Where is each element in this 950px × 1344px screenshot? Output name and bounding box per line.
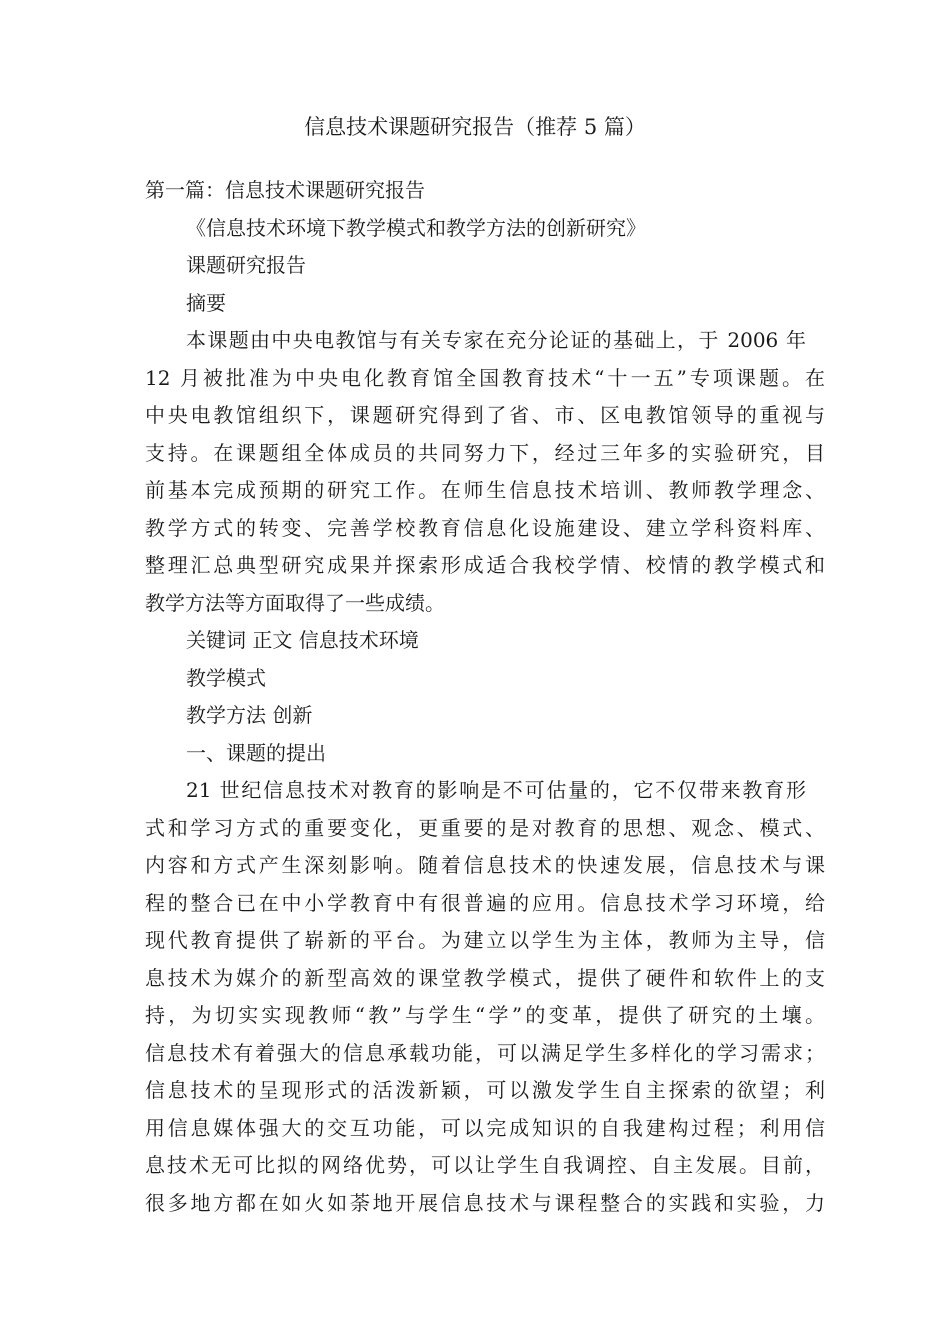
abstract-line: 前基本完成预期的研究工作。在师生信息技术培训、教师教学理念、	[145, 478, 825, 502]
abstract-label: 摘要	[186, 291, 226, 315]
body-line: 程的整合已在中小学教育中有很普遍的应用。信息技术学习环境，给	[145, 891, 825, 915]
body-line: 信息技术有着强大的信息承载功能，可以满足学生多样化的学习需求；	[145, 1041, 825, 1065]
body-line: 用信息媒体强大的交互功能，可以完成知识的自我建构过程；利用信	[145, 1116, 825, 1140]
abstract-line: 本课题由中央电教馆与有关专家在充分论证的基础上，于 2006 年	[186, 328, 806, 352]
abstract-line: 12 月被批准为中央电化教育馆全国教育技术“十一五”专项课题。在	[145, 366, 825, 390]
body-line: 内容和方式产生深刻影响。随着信息技术的快速发展，信息技术与课	[145, 853, 825, 877]
abstract-line: 中央电教馆组织下，课题研究得到了省、市、区电教馆领导的重视与	[145, 403, 825, 427]
body-line: 息技术为媒介的新型高效的课堂教学模式，提供了硬件和软件上的支	[145, 966, 825, 990]
abstract-line: 整理汇总典型研究成果并探索形成适合我校学情、校情的教学模式和	[145, 553, 825, 577]
body-line: 持，为切实实现教师“教”与学生“学”的变革，提供了研究的土壤。	[145, 1003, 825, 1027]
report-label: 课题研究报告	[186, 253, 306, 277]
body-line: 很多地方都在如火如荼地开展信息技术与课程整合的实践和实验，力	[145, 1191, 825, 1215]
body-line: 息技术无可比拟的网络优势，可以让学生自我调控、自主发展。目前，	[145, 1153, 825, 1177]
abstract-line: 教学方法等方面取得了一些成绩。	[145, 591, 445, 615]
section-heading: 一、课题的提出	[186, 741, 326, 765]
chapter-heading: 第一篇：信息技术课题研究报告	[145, 178, 425, 202]
abstract-line: 教学方式的转变、完善学校教育信息化设施建设、建立学科资料库、	[145, 516, 825, 540]
body-line: 现代教育提供了崭新的平台。为建立以学生为主体，教师为主导，信	[145, 928, 825, 952]
body-line: 21 世纪信息技术对教育的影响是不可估量的，它不仅带来教育形	[186, 778, 806, 802]
report-subtitle: 《信息技术环境下教学模式和教学方法的创新研究》	[186, 216, 646, 240]
keywords-line: 教学方法 创新	[186, 703, 313, 727]
keywords-line: 关键词 正文 信息技术环境	[186, 628, 419, 652]
abstract-line: 支持。在课题组全体成员的共同努力下，经过三年多的实验研究，目	[145, 441, 825, 465]
keywords-line: 教学模式	[186, 666, 266, 690]
body-line: 信息技术的呈现形式的活泼新颖，可以激发学生自主探索的欲望；利	[145, 1078, 825, 1102]
body-line: 式和学习方式的重要变化，更重要的是对教育的思想、观念、模式、	[145, 816, 825, 840]
document-title: 信息技术课题研究报告（推荐 5 篇）	[304, 115, 646, 139]
